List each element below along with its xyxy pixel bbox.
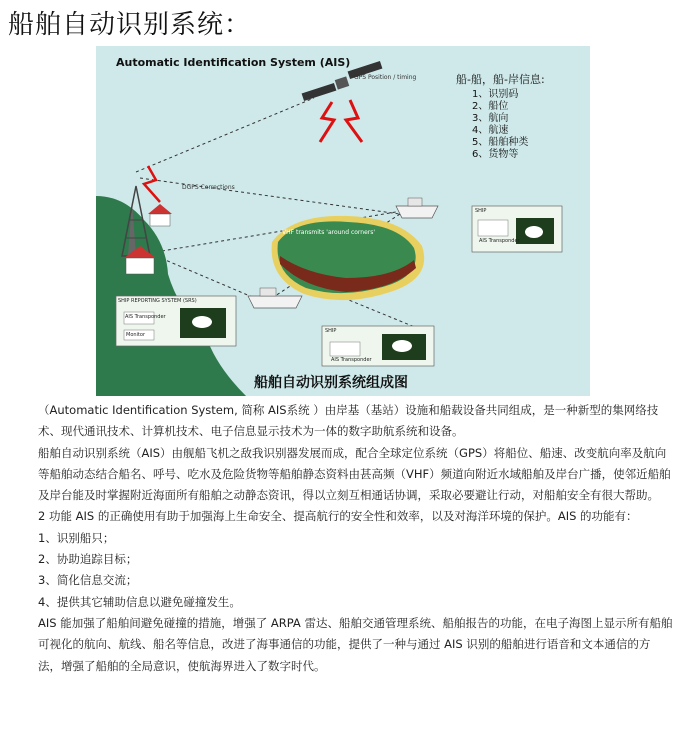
- article-body: [38, 400, 673, 677]
- paragraph: 船舶自动识别系统（AIS）由舰船飞机之敌我识别器发展而成，配合全球定位系统（GPS）将船位、船速、改变航向率及航向等船舶动态结合船名、呼号、吃水及危险货物等船舶静态资料由甚高频（VHF）频道向附近水域船舶及岸台广播，使邻近船舶及岸台能及时掌握附近海面所有船舶之动静态资讯，得以立刻互相通话协调，采取必要避让行动，对船舶安全有很大帮助。: [38, 445, 671, 503]
- function-item: 3、简化信息交流；: [38, 573, 138, 588]
- ais-diagram: [96, 46, 590, 396]
- function-item: 1、识别船只；: [38, 530, 115, 545]
- ship-icon: [396, 198, 438, 218]
- vts-label: SHIP REPORTING SYSTEM (SRS): [118, 298, 197, 304]
- function-item: 2、协助追踪目标；: [38, 552, 138, 567]
- monitor-label: Monitor: [126, 332, 146, 338]
- ship-panel-label: SHIP: [475, 208, 487, 214]
- vhf-label: VHF transmits 'around corners': [282, 229, 376, 236]
- dgps-label: DGPS Corrections: [182, 184, 235, 191]
- info-list: [456, 74, 545, 161]
- vts-ship-icon: [248, 288, 302, 308]
- ship2-panel-label: SHIP: [325, 328, 337, 334]
- signal-bolt-icon: [320, 100, 362, 142]
- info-item: 5、船舶种类: [472, 137, 529, 148]
- info-item: 6、货物等: [472, 149, 519, 160]
- ship2-ais-label: AIS Transponder: [331, 357, 372, 363]
- function-item: 4、提供其它辅助信息以避免碰撞发生。: [38, 594, 241, 609]
- paragraph: 2 功能 AIS 的正确使用有助于加强海上生命安全、提高航行的安全性和效率，以及对海洋环境的保护。AIS 的功能有：: [38, 509, 638, 524]
- gps-label: GPS Position / timing: [354, 74, 417, 81]
- info-item: 4、航速: [472, 125, 509, 136]
- ais-transponder-label: AIS Transponder: [479, 238, 520, 244]
- paragraph: AIS 能加强了船舶间避免碰撞的措施，增强了 ARPA 雷达、船舶交通管理系统、船舶报告的功能，在电子海图上显示所有船舶可视化的航向、航线、船名等信息，改进了海事通信的功能，提供了一种与通过 AIS 识别的船舶进行语音和文本通信的方法，增强了船舶的全局意识，使航海界进入了数字时代。: [38, 615, 673, 673]
- info-item: 3、航向: [472, 113, 509, 124]
- page-title: 船舶自动识别系统：: [8, 10, 252, 40]
- figure-caption: 船舶自动识别系统组成图: [254, 375, 408, 391]
- info-item: 1、识别码: [472, 89, 519, 100]
- info-item: 2、船位: [472, 101, 509, 112]
- base-station-house-icon: [148, 204, 172, 226]
- paragraph: （Automatic Identification System, 简称 AIS系统 ）由岸基（基站）设施和船载设备共同组成，是一种新型的集网络技术、现代通讯技术、计算机技术、电子信息显示技术为一体的数字助航系统和设备。: [38, 403, 659, 439]
- tower-signal-icon: [144, 166, 160, 202]
- vts-ais-label: AIS Transponder: [125, 314, 166, 320]
- diagram-title: Automatic Identification System (AIS): [116, 56, 351, 69]
- info-title: 船-船，船-岸信息:: [456, 73, 545, 86]
